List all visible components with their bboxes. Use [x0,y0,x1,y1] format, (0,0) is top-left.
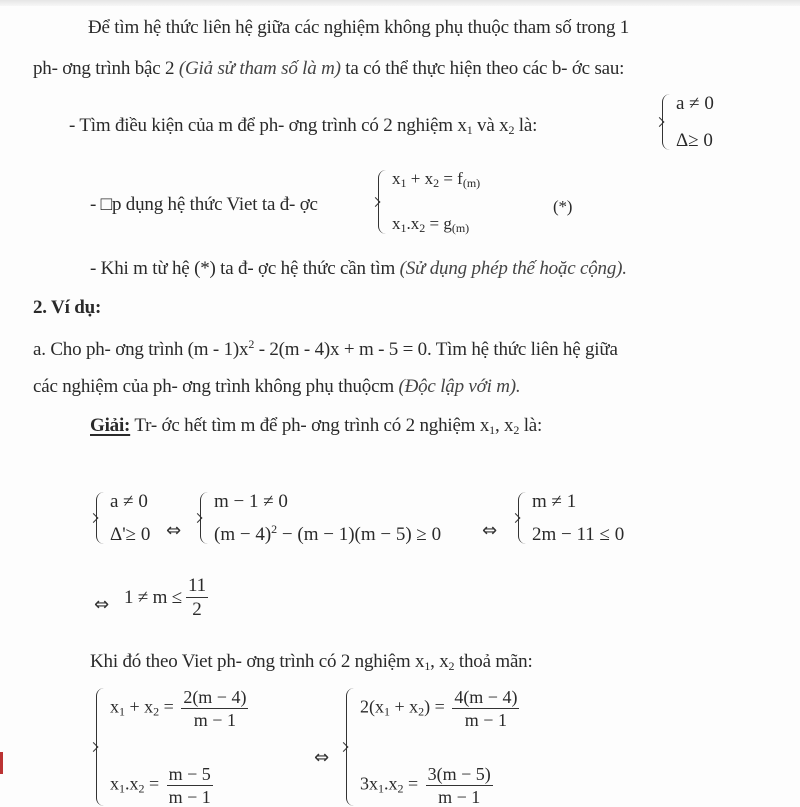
step-1-condition-system [662,94,714,150]
solution-line [90,416,542,436]
intro-line-2 [33,59,624,78]
step-2-text-a: - □p dụng hệ thức Viet ta đ- ợc [90,194,318,215]
viet-text-a: Khi đó theo Viet ph- ơng trình có 2 nghiệm x [90,651,425,672]
brace-icon [200,492,211,544]
viet-right-system [346,688,522,806]
viet-left-row-2: $x_1.x_2$ = $\frac{m - 5}{m - 1}$ [110,764,211,807]
fraction-denominator: 2 [192,599,202,620]
brace-icon [96,688,107,806]
equivalence-icon: ⇔ [166,520,182,541]
subscript: 1 [466,123,473,137]
fraction-denominator: m − 1 [438,787,481,807]
solution-label: Giải: [90,415,131,436]
fraction-numerator: 2(m − 4) [183,687,247,707]
brace-icon [662,94,673,150]
solution-text-c: là: [519,415,543,436]
condition-a-nonzero: a ≠ 0 [676,93,714,114]
step-3-text-italic: (Sử dụng phép thế hoặc cộng). [399,258,627,279]
intro-text-2-italic: (Giả sử tham số là m) [178,58,341,79]
viet-right-row-1: $2(x_1 + x_2)$ = $\frac{4(m - 4)}{m - 1}$ [360,687,518,730]
step-1-text-a: - Tìm điều kiện của m để ph- ơng trình có 2 nghiệm x [69,115,467,136]
intro-text-2a: ph- ơng trình bậc 2 [33,58,179,79]
section-heading: 2. Ví dụ: [33,297,102,318]
derivation-system-3 [518,492,624,544]
derivation-system-2 [200,492,441,544]
sys2-row-1: m − 1 ≠ 0 [214,491,288,512]
equivalence-icon: ⇔ [482,520,498,541]
equivalence-icon: ⇔ [94,594,110,615]
step-3-text-a: - Khi m từ hệ (*) ta đ- ợc hệ thức cần tìm [90,258,400,279]
intro-text-2b: ta có thể thực hiện theo các b- ớc sau: [340,58,625,79]
brace-icon [346,688,357,806]
brace-icon [96,492,107,544]
brace-icon [378,170,389,234]
solution-text-b: , x [494,415,514,436]
viet-text-b: , x [430,651,449,672]
example-a-text-b: - 2(m - 4)x + m - 5 = 0. Tìm hệ thức liên hệ giữa [254,339,618,360]
fraction-numerator: m − 5 [168,764,211,784]
fraction-numerator: 3(m − 5) [427,764,491,784]
viet-sum-row: $x_1 + x_2 = f_{(m)}$ [392,169,481,190]
subscript: 2 [508,123,515,137]
derivation-result [124,576,211,619]
step-3-text [90,259,627,278]
example-a-text-italic: (Độc lập với m). [398,376,521,397]
viet-general-system [378,170,480,234]
subscript: 2 [513,423,520,437]
viet-right-row-2: $3x_1.x_2$ = $\frac{3(m - 5)}{m - 1}$ [360,764,491,807]
fraction-numerator: 11 [187,575,206,596]
fraction-denominator: m − 1 [193,710,236,730]
step-2-text [90,195,318,214]
subscript: 1 [489,423,495,437]
example-a-line-1 [33,338,618,359]
step-1-text-b: và x [472,115,509,136]
viet-product-row: $x_1.x_2 = g_{(m)}$ [392,214,470,235]
derivation-system-1 [96,492,150,544]
fraction-denominator: m − 1 [464,710,507,730]
intro-text-1: Để tìm hệ thức liên hệ giữa các nghiệm không phụ thuộc tham số trong 1 [88,17,630,38]
fraction-numerator: 4(m − 4) [454,687,518,707]
result-text: 1 ≠ m ≤ [124,587,182,608]
sys3-row-2: 2m − 11 ≤ 0 [532,524,625,545]
example-a-line-2 [33,377,520,396]
result-fraction [186,576,208,619]
example-a-text-c: các nghiệm của ph- ơng trình không phụ thuộcm [33,376,399,397]
sys2-row-2: $(m - 4)^2 - (m - 1)(m - 5) \ge 0$ [214,522,442,545]
intro-line-1 [88,18,629,37]
brace-icon [518,492,529,544]
subscript: 1 [424,659,431,673]
equation-label: (*) [553,197,573,216]
edge-mark [0,752,3,774]
viet-intro-line [90,652,533,672]
sys1-row-2: Δ'≥ 0 [110,524,151,545]
sys3-row-1: m ≠ 1 [532,491,577,512]
solution-text-a: Tr- ớc hết tìm m để ph- ơng trình có 2 nghiệm x [130,415,490,436]
viet-left-row-1: $x_1 + x_2$ = $\frac{2(m - 4)}{m - 1}$ [110,687,247,730]
step-1-text-c: là: [514,115,538,136]
subscript: 2 [448,659,455,673]
viet-left-system [96,688,251,806]
viet-text-c: thoả mãn: [454,651,533,672]
example-a-text-a: a. Cho ph- ơng trình (m - 1)x [33,339,249,360]
condition-delta: Δ≥ 0 [676,130,713,151]
fraction-denominator: m − 1 [168,787,211,807]
step-1-text [69,116,537,136]
superscript: 2 [248,337,255,351]
equivalence-icon: ⇔ [314,747,330,768]
sys1-row-1: a ≠ 0 [110,491,148,512]
